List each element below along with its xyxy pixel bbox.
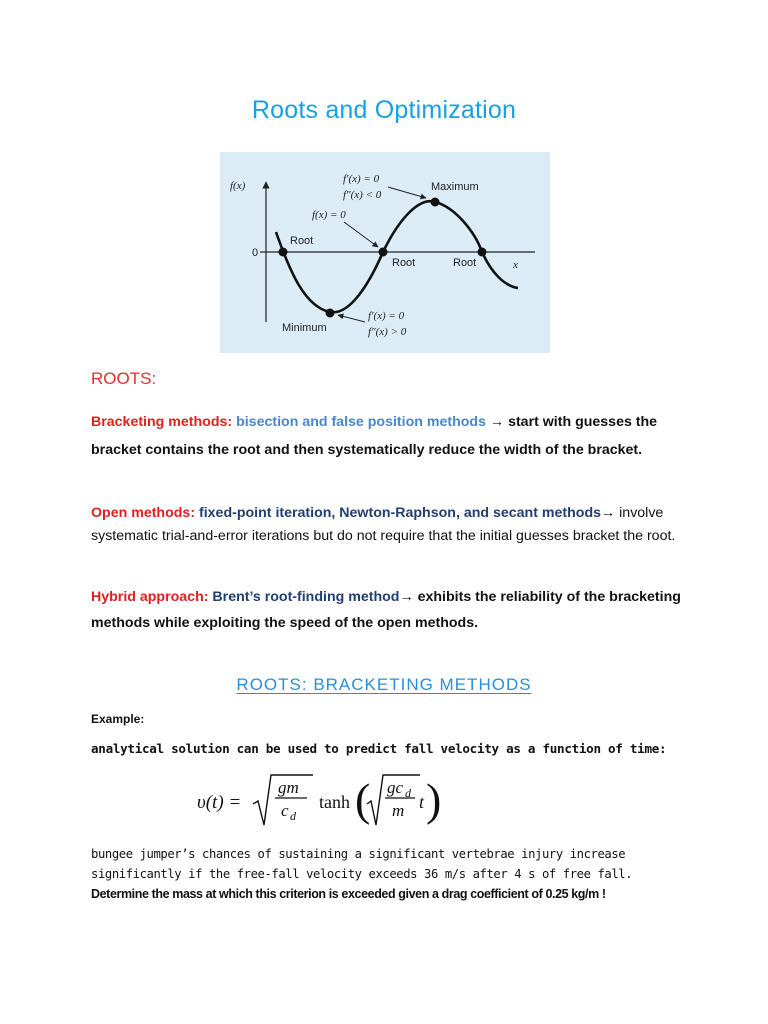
maximum-label: Maximum (431, 181, 479, 193)
equation-t: t (419, 792, 425, 812)
max-condition-2: f″(x) < 0 (343, 189, 382, 201)
problem-text: bungee jumper’s chances of sustaining a significant vertebrae injury increase significantly if the free-fall velocity exceeds 36 m/s after 4 s of free fall. (91, 847, 633, 881)
section-heading: ROOTS: BRACKETING METHODS (236, 675, 532, 694)
svg-text:d: d (405, 786, 411, 800)
arrow-icon: → (489, 414, 505, 430)
x-axis-label: x (513, 259, 518, 271)
equation-num1: gm (278, 778, 299, 797)
origin-label: 0 (252, 247, 259, 259)
analytic-text: analytical solution can be used to predict fall velocity as a function of time: (91, 741, 667, 756)
equation-num2: gc (387, 778, 404, 797)
hybrid-description: exhibits the reliability of the bracketing methods while exploiting the speed of the open methods. (91, 589, 681, 631)
root-point-right (478, 248, 487, 257)
bracketing-paragraph (91, 408, 691, 464)
svg-text:d: d (290, 809, 296, 823)
svg-text:(: ( (355, 774, 371, 825)
problem-question: Determine the mass at which this criterion is exceeded given a drag coefficient of 0.25 kg/m ! (91, 887, 606, 901)
min-condition-2: f″(x) > 0 (368, 326, 407, 338)
bracketing-label: Bracketing methods: (91, 414, 233, 430)
max-condition-1: f′(x) = 0 (343, 173, 380, 185)
equation-lhs: υ(t) = (197, 792, 242, 813)
example-label: Example: (91, 712, 145, 726)
equation-tanh: tanh (319, 792, 350, 812)
open-methods-description: involve systematic trial-and-error iterations but do not require that the initial guesses bracket the root. (91, 505, 676, 544)
open-methods-paragraph (91, 502, 691, 548)
velocity-equation (195, 770, 442, 832)
problem-statement (91, 844, 691, 904)
arrow-icon: → (601, 505, 616, 521)
page-title: Roots and Optimization (251, 96, 517, 124)
equation-den2: m (392, 801, 405, 820)
maximum-point (431, 198, 440, 207)
root-point-mid (379, 248, 388, 257)
roots-optimization-figure (220, 152, 550, 353)
root-point-left (279, 248, 288, 257)
root-condition: f(x) = 0 (312, 209, 346, 221)
svg-text:): ) (426, 774, 442, 825)
equation-den1: c (281, 801, 289, 820)
root-label-left: Root (290, 235, 314, 247)
hybrid-method: Brent’s root-finding method (212, 589, 400, 605)
root-label-mid: Root (392, 257, 416, 269)
arrow-icon: → (399, 589, 414, 605)
bracketing-description: start with guesses the bracket contains the root and then systematically reduce the width of the bracket. (91, 414, 658, 458)
open-methods-label: Open methods: (91, 505, 196, 521)
minimum-label: Minimum (282, 322, 327, 334)
bracketing-methods: bisection and false position methods (236, 414, 486, 430)
roots-heading: ROOTS: (91, 369, 157, 388)
hybrid-label: Hybrid approach (91, 589, 204, 605)
min-condition-1: f′(x) = 0 (368, 310, 405, 322)
y-axis-label: f(x) (230, 180, 246, 192)
root-label-right: Root (453, 257, 477, 269)
minimum-point (326, 309, 335, 318)
hybrid-paragraph: Hybrid approach: Brent’s root-finding method→ exhibits the reliability of the bracketing methods while exploiting the speed of the open methods. (91, 589, 681, 631)
open-methods-list: fixed-point iteration, Newton-Raphson, and secant methods (199, 505, 602, 521)
